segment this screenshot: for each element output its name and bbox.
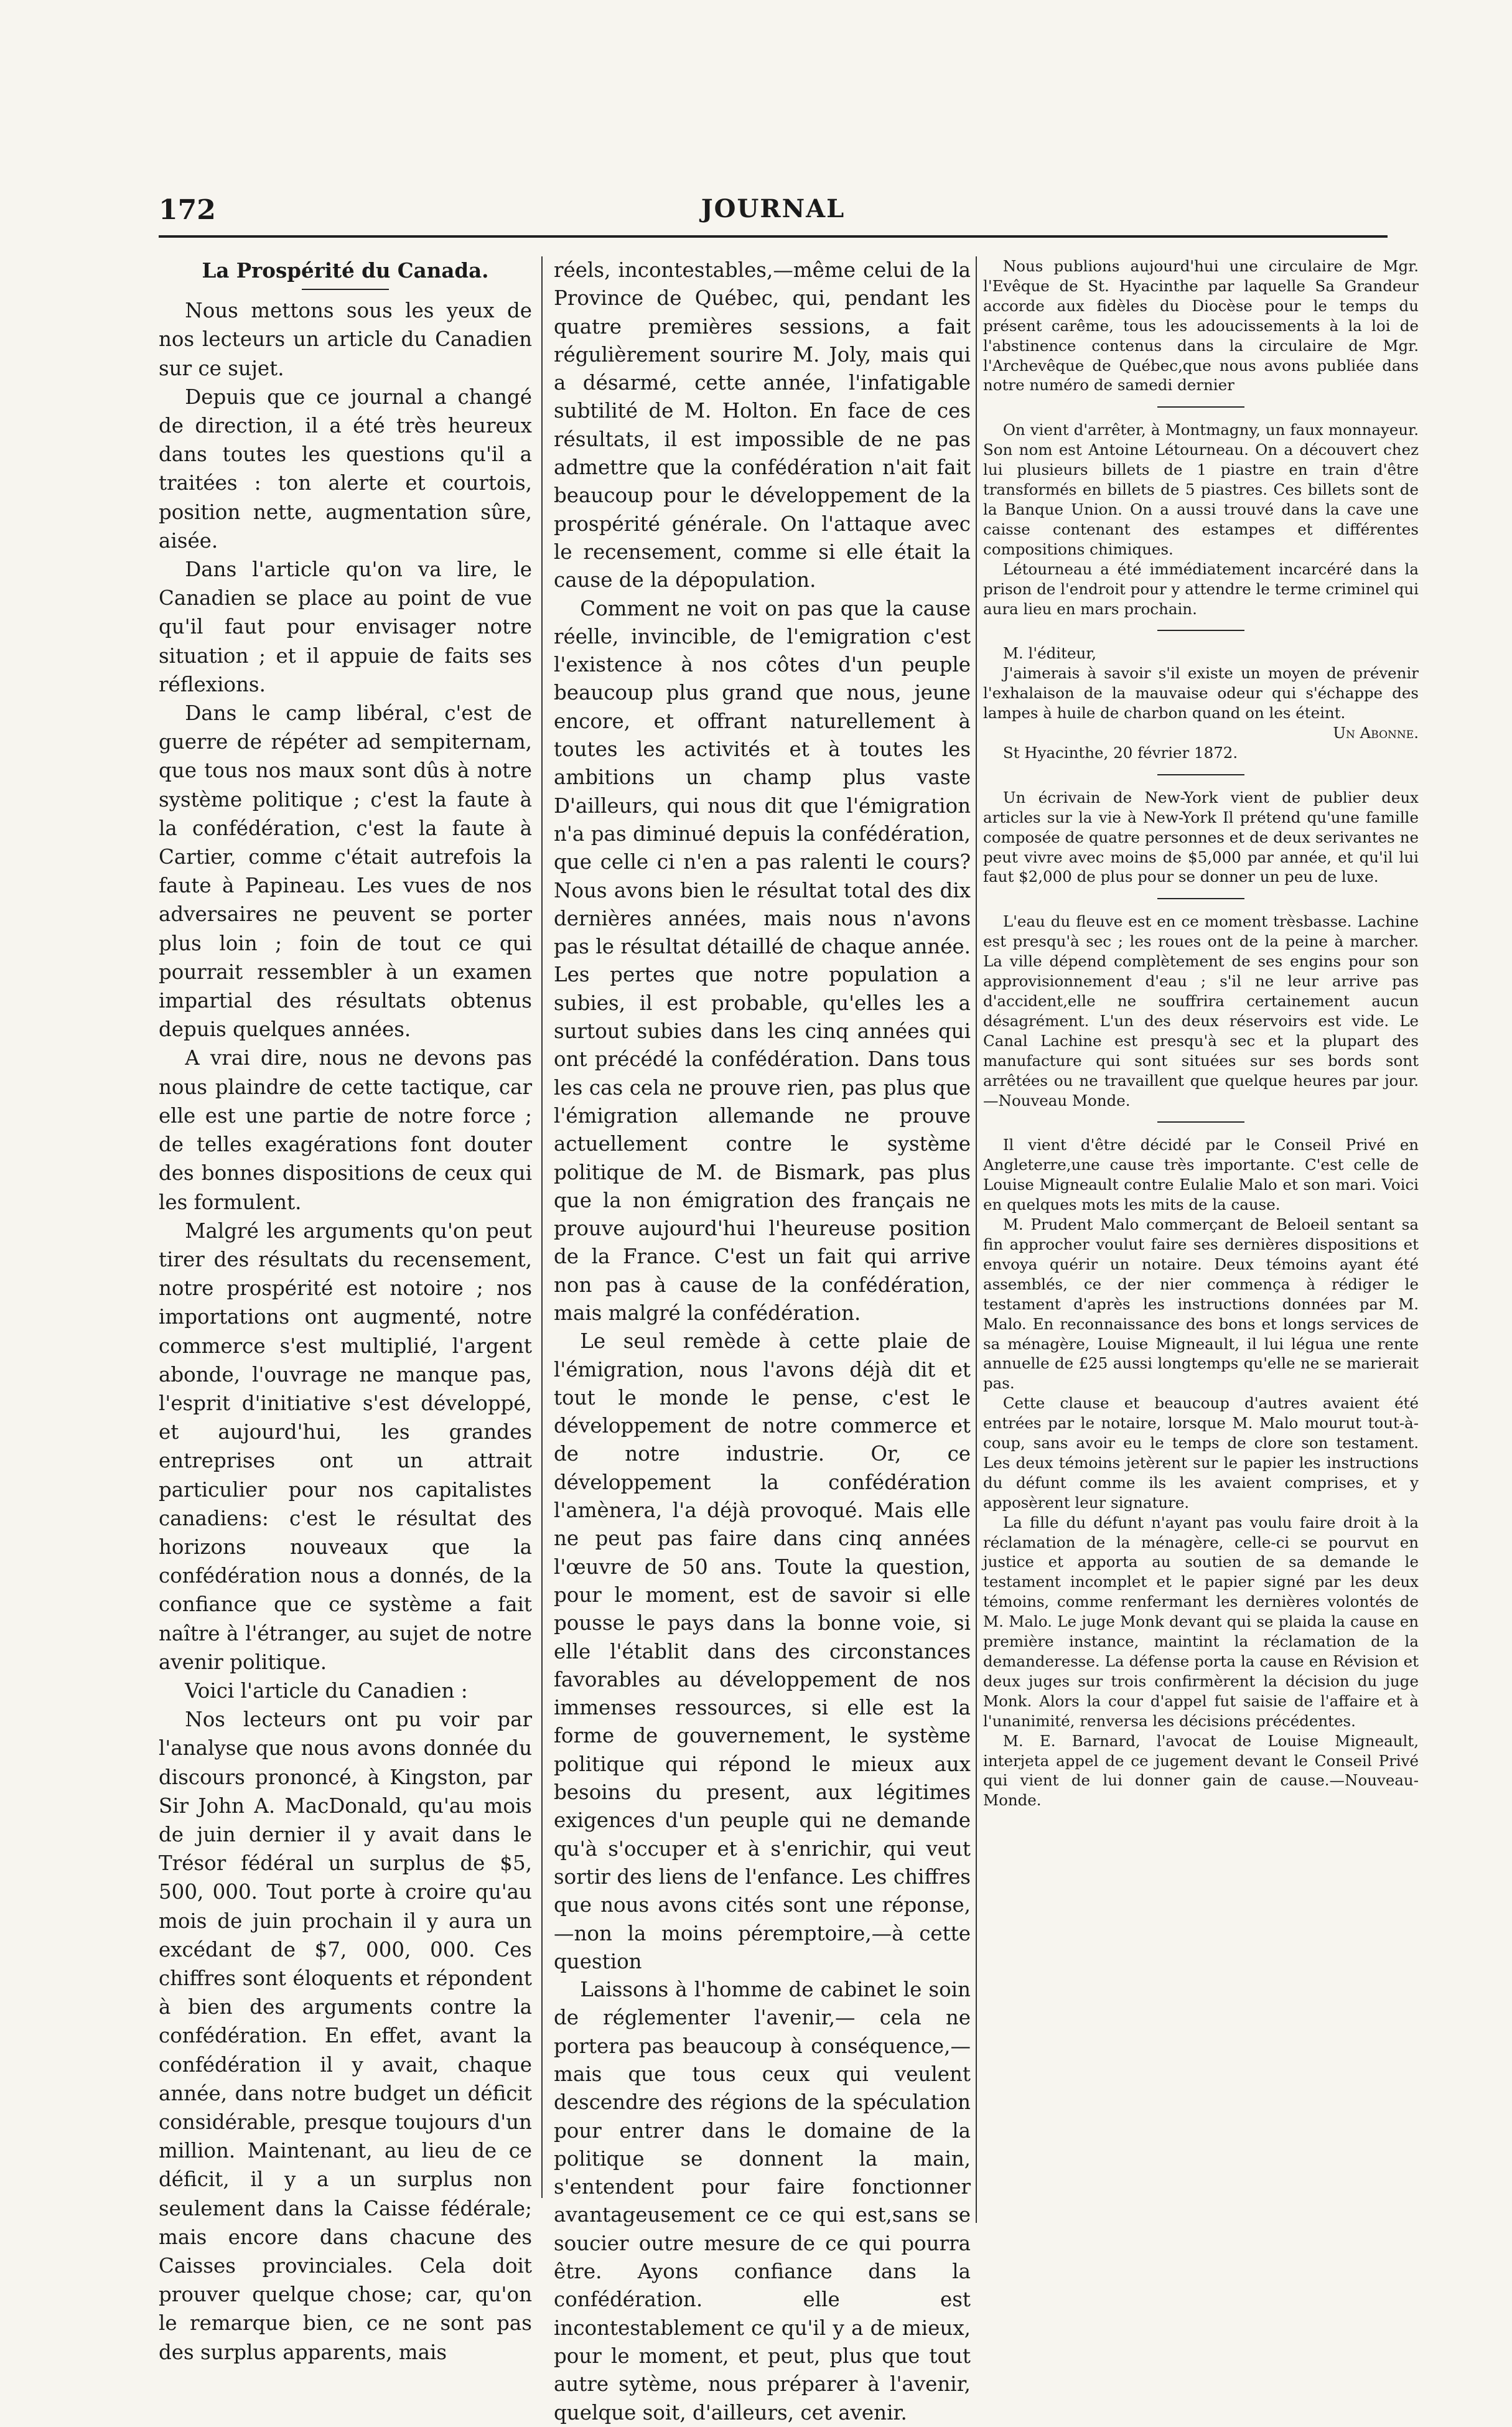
column-divider-1 xyxy=(541,256,543,2198)
item-rule xyxy=(1157,1121,1244,1123)
paragraph: Malgré les arguments qu'on peut tirer des résultats du recensement, notre prospérité est notoire ; nos importations ont augmenté, notre commerce s'est multiplié, l'argent abonde, l'ouvrage ne manque pas, l'esprit d'initiative s'est développé, et aujourd'hui, les grandes entreprises ont un attrait particulier pour nos capitalistes canadiens: c'est le résultat des horizons nouveaux que la confédération nous a donnés, de la confiance que ce système a fait naître à l'étranger, au sujet de notre avenir politique. xyxy=(159,1218,532,1674)
item-rule xyxy=(1157,774,1244,775)
paragraph: Depuis que ce journal a changé de direction, il a été très heureux dans toutes les questions qu'il a traitées : ton alerte et courtois, position nette, augmentation sûre, aisée. xyxy=(159,385,532,553)
column-2 xyxy=(554,256,971,2425)
paragraph: Nos lecteurs ont pu voir par l'analyse que nous avons donnée du discours prononcé, à Kingston, par Sir John A. MacDonald, qu'au mois de juin dernier il y avait dans le Trésor fédéral un surplus de $5, 500, 000. Tout porte à croire qu'au mois de juin prochain il y aura un excédant de $7, 000, 000. Ces chiffres sont éloquents et répondent à bien des arguments contre la confédération. En effet, avant la confédération il y avait, chaque année, dans notre budget un déficit considérable, presque toujours d'un million. Maintenant, au lieu de ce déficit, il y a un surplus non seulement dans la Caisse fédérale; mais encore dans chacune des Caisses provinciales. Cela doit prouver quelque chose; car, qu'on le remarque bien, ce ne sont pas des surplus apparents, mais xyxy=(159,1708,532,2364)
item-rule xyxy=(1157,406,1244,408)
news-item: Cette clause et beaucoup d'autres avaient été entrées par le notaire, lorsque M. Malo mourut tout-à-coup, sans avoir eu le temps de clore son testament. Les deux témoins jetèrent sur le papier les instructions du défunt comme ils les avaient comprises, et y apposèrent leur signature. xyxy=(983,1394,1419,1512)
news-item: Il vient d'être décidé par le Conseil Privé en Angleterre,une cause très importante. C'est celle de Louise Migneault contre Eulalie Malo et son mari. Voici en quelques mots les mits de la cause. xyxy=(983,1136,1419,1214)
letter-date: St Hyacinthe, 20 février 1872. xyxy=(1002,743,1238,762)
item-rule xyxy=(1157,630,1244,631)
article-title: La Prospérité du Canada. xyxy=(202,258,489,283)
news-item: M. E. Barnard, l'avocat de Louise Migneault, interjeta appel de ce jugement devant le Conseil Privé qui vient de lui donner gain de cause.—Nouveau-Monde. xyxy=(983,1731,1419,1810)
running-title: JOURNAL xyxy=(701,194,846,223)
news-item: L'eau du fleuve est en ce moment trèsbasse. Lachine est presqu'à sec ; les roues ont de la peine à marcher. La ville dépend complètement de ses engins pour son approvisionnement d'eau ; s'il ne leur arrive pas d'accident,elle ne souffrira certainement aucun désagrément. L'un des deux réservoirs est vide. Le Canal Lachine est presqu'à sec et la plupart des manufacture qui sont situées sur ses bords sont arrêtées ou ne travaillent que quelque heures par jour.—Nouveau Monde. xyxy=(983,912,1419,1110)
news-item: Un écrivain de New-York vient de publier deux articles sur la vie à New-York Il prétend qu'une famille composée de quatre personnes et de deux serivantes ne peut vivre avec moins de $5,000 par année, et qu'il lui faut $2,000 de plus pour se donner un peu de luxe. xyxy=(983,788,1419,886)
page-header xyxy=(159,194,1388,231)
header-rule xyxy=(159,235,1388,238)
column-1 xyxy=(159,256,532,2364)
news-item: La fille du défunt n'ayant pas voulu faire droit à la réclamation de la ménagère, celle-ci se pourvut en justice et apporta au soutien de sa demande le testament incomplet et le papier signé par les deux témoins, comme renfermant les dernières volontés de M. Malo. Le juge Monk devant qui se plaida la cause en première instance, maintint la réclamation de la demanderesse. La défense porta la cause en Révision et deux juges sur trois confirmèrent la décision du juge Monk. Alors la cour d'appel fut saisie de l'affaire et à l'unanimité, renversa les décisions précédentes. xyxy=(983,1513,1419,1730)
paragraph: Nous mettons sous les yeux de nos lecteurs un article du Canadien sur ce sujet. xyxy=(159,299,532,380)
column-divider-2 xyxy=(976,256,977,2223)
paragraph: A vrai dire, nous ne devons pas nous plaindre de cette tactique, car elle est une partie de notre force ; de telles exagérations font douter des bonnes dispositions de ceux qui les formulent. xyxy=(159,1046,532,1214)
letter-body: J'aimerais à savoir s'il existe un moyen de prévenir l'exhalaison de la mauvaise odeur qui s'échappe des lampes à huile de charbon quand on les éteint. xyxy=(983,664,1419,722)
paragraph: Voici l'article du Canadien : xyxy=(185,1678,468,1703)
news-item: M. Prudent Malo commerçant de Beloeil sentant sa fin approcher voulut faire ses dernières dispositions et envoya quérir un notaire. Deux témoins ayant été assemblés, ce der nier commença à rédiger le testament d'après les instructions données par M. Malo. En reconnaissance des bons et longs services de sa ménagère, Louise Migneault, il lui légua une rente annuelle de £25 aussi longtemps qu'elle ne se marierait pas. xyxy=(983,1215,1419,1393)
item-rule xyxy=(1157,898,1244,899)
paragraph: Le seul remède à cette plaie de l'émigration, nous l'avons déjà dit et tout le monde le pense, c'est le développement de notre commerce et de notre industrie. Or, ce développement la confédération l'amènera, l'a déjà provoqué. Mais elle ne peut pas faire dans cinq années l'œuvre de 50 ans. Toute la question, pour le moment, est de savoir si elle pousse le pays dans la bonne voie, si elle l'établit dans des circonstances favorables au développement de nos immenses ressources, si elle est la forme de gouvernement, le système politique qui répond le mieux aux besoins du present, aux légitimes exigences d'un peuple qui ne demande qu'à s'occuper et à s'enrichir, qui veut sortir des liens de l'enfance. Les chiffres que nous avons cités sont une réponse,—non la moins péremptoire,—à cette question xyxy=(554,1329,971,1973)
paragraph: Dans le camp libéral, c'est de guerre de répéter ad sempiternam, que tous nos maux sont dûs à notre système politique ; c'est la faute à la confédération, c'est la faute à Cartier, comme c'était autrefois la faute à Papineau. Les vues de nos adversaires ne peuvent se porter plus loin ; foin de tout ce qui pourrait ressembler à un examen impartial des résultats obtenus depuis quelques années. xyxy=(159,701,532,1042)
paragraph: Comment ne voit on pas que la cause réelle, invincible, de l'emigration c'est l'existence à nos côtes d'un peuple beaucoup plus grand que nous, jeune encore, et offrant naturellement à toutes les activités et à toutes les ambitions un champ plus vaste D'ailleurs, qui nous dit que l'émigration n'a pas diminué depuis la confédération, que celle ci n'en a pas ralenti le cours? Nous avons bien le résultat total des dix dernières années, mais nous n'avons pas le résultat détaillé de chaque année. Les pertes que notre population a subies, il est probable, qu'elles les a surtout subies dans les cinq années qui ont précédé la confédération. Dans tous les cas cela ne prouve rien, pas plus que l'émigration allemande ne prouve actuellement contre le système politique de M. de Bismark, pas plus que la non émigration des français ne prouve aujourd'hui l'heureuse position de la France. C'est un fait qui arrive non pas à cause de la confédération, mais malgré la confédération. xyxy=(554,596,971,1325)
letter-signature: Un Abonne. xyxy=(1333,724,1419,742)
news-item: Létourneau a été immédiatement incarcéré dans la prison de l'endroit pour y attendre le terme criminel qui aura lieu en mars prochain. xyxy=(983,559,1419,618)
news-item: Nous publions aujourd'hui une circulaire de Mgr. l'Evêque de St. Hyacinthe par laquelle Sa Grandeur accorde aux fidèles du Diocèse pour le temps du présent carême, tous les adoucissements à la loi de l'abstinence contenus dans la circulaire de Mgr. l'Archevêque de Québec,que nous avons publiée dans notre numéro de samedi dernier xyxy=(983,257,1419,395)
news-item: On vient d'arrêter, à Montmagny, un faux monnayeur. Son nom est Antoine Létourneau. On a découvert chez lui plusieurs billets de 1 piastre en train d'être transformés en billets de 5 piastres. Ces billets sont de la Banque Union. On a aussi trouvé dans la cave une caisse contenant des estampes et différentes compositions chimiques. xyxy=(983,421,1419,558)
paragraph: Laissons à l'homme de cabinet le soin de réglementer l'avenir,— cela ne portera pas beaucoup à conséquence,—mais que tous ceux qui veulent descendre des régions de la spéculation pour entrer dans le domaine de la politique se donnent la main, s'entendent pour faire fonctionner avantageusement ce ce qui est,sans se soucier outre mesure de ce qui pourra être. Ayons confiance dans la confédération. elle est incontestablement ce qu'il y a de mieux, pour le moment, et peut, plus que tout autre sytème, nous préparer à l'avenir, quelque soit, d'ailleurs, cet avenir. xyxy=(554,1978,971,2425)
paragraph: réels, incontestables,—même celui de la Province de Québec, qui, pendant les quatre premières sessions, a fait régulièrement sourire M. Joly, mais qui a désarmé, cette année, l'infatigable subtilité de M. Holton. En face de ces résultats, il est impossible de ne pas admettre que la confédération n'ait fait beaucoup pour le développement de la prospérité générale. On l'attaque avec le recensement, comme si elle était la cause de la dépopulation. xyxy=(554,258,971,592)
paragraph: Dans l'article qu'on va lire, le Canadien se place au point de vue qu'il faut pour envisager notre situation ; et il appuie de faits ses réflexions. xyxy=(159,558,532,696)
letter-salutation: M. l'éditeur, xyxy=(1002,644,1097,663)
column-3 xyxy=(983,256,1419,2223)
title-rule xyxy=(302,289,389,290)
page-number: 172 xyxy=(159,194,216,226)
